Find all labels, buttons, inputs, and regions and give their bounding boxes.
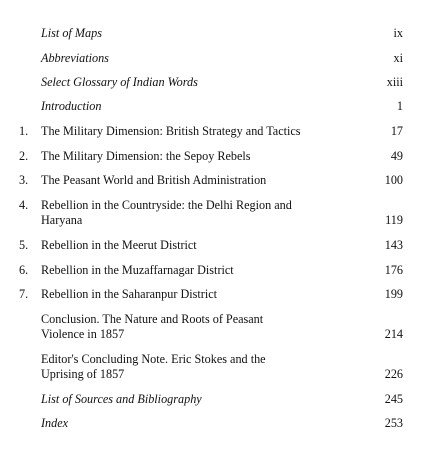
entry-page: xi	[393, 51, 403, 65]
entry-number: 7.	[19, 287, 29, 301]
entry-page: 143	[384, 238, 403, 252]
entry-title: Conclusion. The Nature and Roots of Peasant Violence in 1857	[41, 312, 264, 341]
entry-page: 100	[384, 173, 403, 187]
entry-page: xiii	[386, 75, 403, 89]
entry-title: The Military Dimension: the Sepoy Rebels	[41, 149, 251, 163]
entry-page: 226	[384, 367, 403, 381]
entry-title: Rebellion in the Muzaffarnagar District	[41, 263, 234, 277]
entry-title: Index	[41, 416, 69, 430]
entry-title: Abbreviations	[41, 51, 109, 65]
entry-title: Editor's Concluding Note. Eric Stokes and the Uprising of 1857	[41, 352, 266, 381]
entry-title: Rebellion in the Meerut District	[41, 238, 197, 252]
entry-title: List of Sources and Bibliography	[41, 392, 202, 406]
entry-number: 4.	[19, 198, 29, 212]
entry-page: 176	[384, 263, 403, 277]
entry-page: 17	[390, 124, 403, 138]
entry-title: Select Glossary of Indian Words	[41, 75, 198, 89]
entry-number: 2.	[19, 149, 29, 163]
entry-page: ix	[393, 26, 403, 40]
entry-number: 1.	[19, 124, 29, 138]
entry-number: 5.	[19, 238, 29, 252]
entry-title: The Peasant World and British Administration	[41, 173, 267, 187]
entry-page: 214	[384, 327, 403, 341]
entry-page: 245	[384, 392, 403, 406]
entry-title: Introduction	[41, 99, 102, 113]
entry-page: 253	[384, 416, 403, 430]
entry-title: Rebellion in the Countryside: the Delhi Region and Haryana	[41, 198, 292, 227]
entry-page: 199	[384, 287, 403, 301]
entry-title: The Military Dimension: British Strategy and Tactics	[41, 124, 301, 138]
entry-title: Rebellion in the Saharanpur District	[41, 287, 217, 301]
entry-page: 49	[390, 149, 403, 163]
entry-page: 119	[385, 213, 403, 227]
entry-page: 1	[396, 99, 403, 113]
entry-number: 6.	[19, 263, 29, 277]
entry-number: 3.	[19, 173, 29, 187]
entry-title: List of Maps	[41, 26, 102, 40]
